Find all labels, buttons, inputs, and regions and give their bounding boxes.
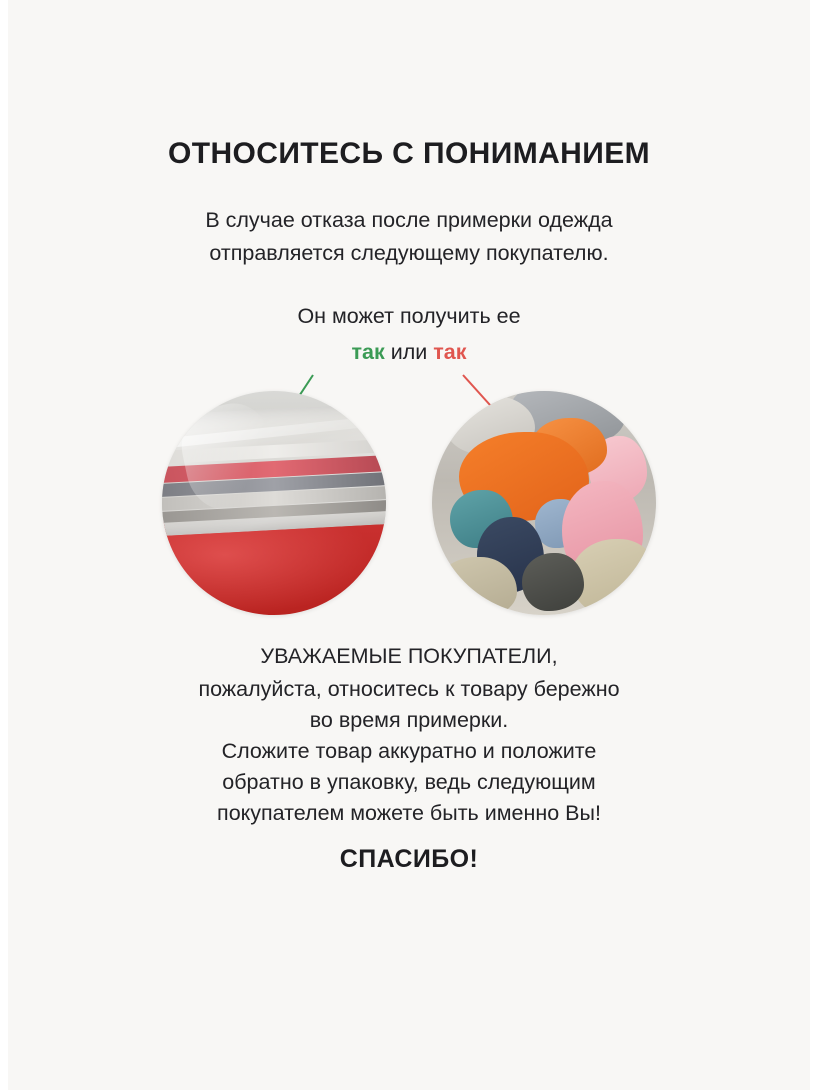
- choice-block: [297, 299, 520, 370]
- right-margin: [810, 0, 818, 1090]
- photo-row: [8, 391, 810, 615]
- choice-line-2: [297, 335, 520, 369]
- outro-line-2: пожалуйста, относитесь к товару бережно: [198, 676, 620, 701]
- outro-line-3: во время примерки.: [309, 707, 509, 732]
- thanks-text: СПАСИБО!: [339, 845, 479, 874]
- outro-line-6: покупателем можете быть именно Вы!: [217, 801, 601, 826]
- outro-paragraph: [198, 641, 619, 829]
- label-conjunction: или: [390, 340, 428, 365]
- left-margin: [0, 0, 8, 1090]
- outro-line-1: УВАЖАЕМЫЕ ПОКУПАТЕЛИ,: [260, 644, 558, 669]
- label-bad: так: [433, 340, 467, 365]
- neat-packed-clothes-photo: [162, 391, 386, 615]
- label-good: так: [351, 340, 385, 365]
- intro-line-1: В случае отказа после примерки одежда: [205, 208, 613, 232]
- outro-line-5: обратно в упаковку, ведь следующим: [222, 770, 596, 795]
- outro-line-4: Сложите товар аккуратно и положите: [221, 738, 597, 763]
- messy-pile-clothes-photo: [432, 391, 656, 615]
- intro-line-2: отправляется следующему покупателю.: [209, 241, 609, 266]
- intro-paragraph: [205, 204, 612, 271]
- page-title: ОТНОСИТЕСЬ С ПОНИМАНИЕМ: [168, 137, 650, 170]
- poster-content: [8, 0, 810, 1090]
- choice-line-1: Он может получить ее: [297, 303, 521, 328]
